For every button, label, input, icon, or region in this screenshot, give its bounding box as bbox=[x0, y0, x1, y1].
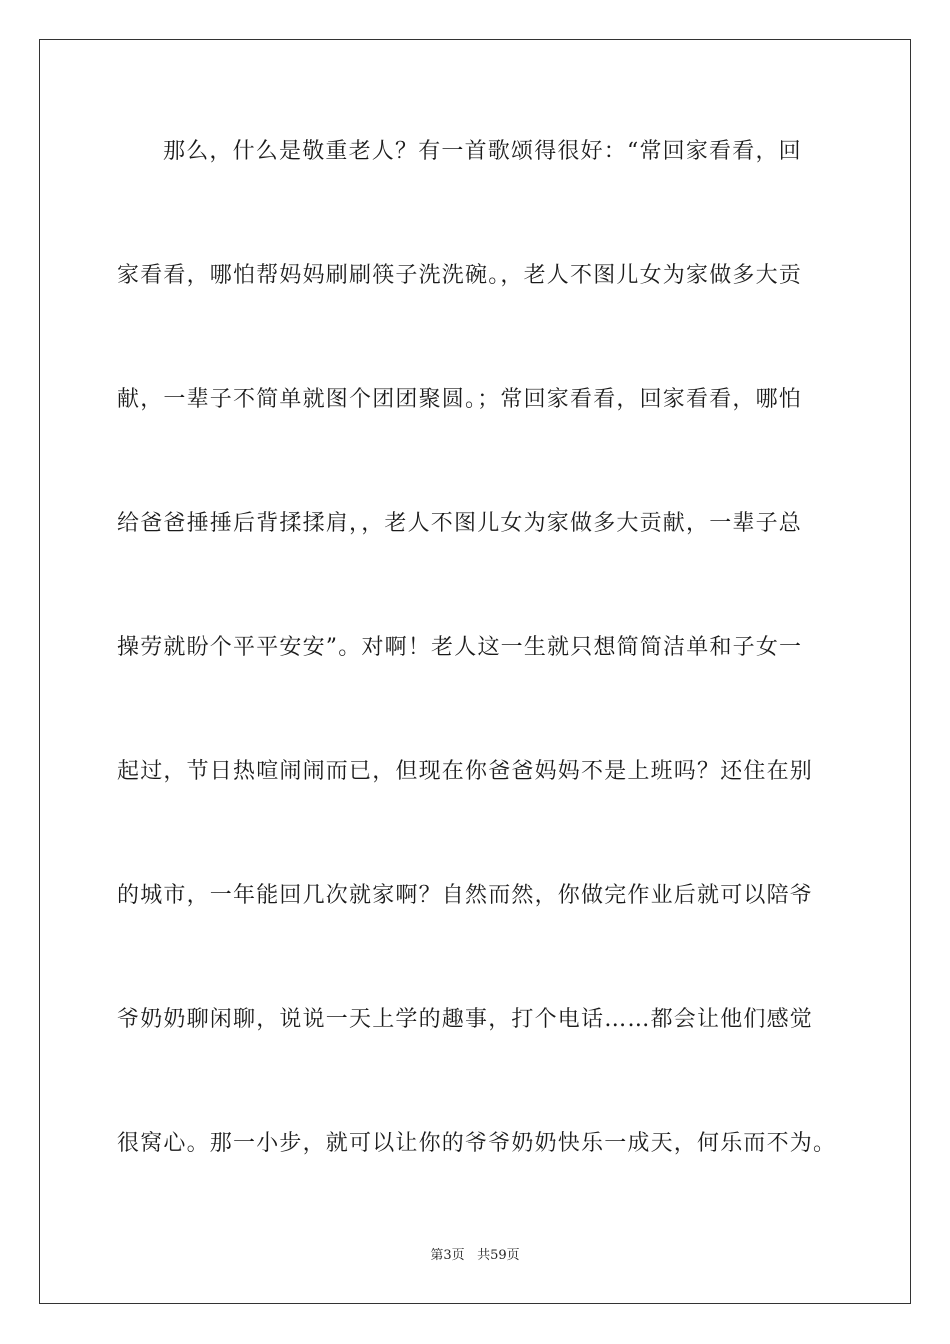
paragraph-line-3: 献，一辈子不简单就图个团团聚圆。；常回家看看，回家看看，哪怕 bbox=[117, 387, 803, 412]
paragraph-line-8: 爷奶奶聊闲聊，说说一天上学的趣事，打个电话……都会让他们感觉 bbox=[117, 1007, 814, 1032]
paragraph-line-1: 那么，什么是敬重老人？有一首歌颂得很好：“常回家看看，回 bbox=[163, 139, 802, 164]
paragraph-line-5: 操劳就盼个平平安安”。对啊！老人这一生就只想简简洁单和子女一 bbox=[117, 635, 803, 660]
paragraph-line-4: 给爸爸捶捶后背揉揉肩，，老人不图儿女为家做多大贡献，一辈子总 bbox=[117, 511, 803, 536]
paragraph-line-9: 很窝心。那一小步，就可以让你的爷爷奶奶快乐一成天，何乐而不为。 bbox=[117, 1131, 837, 1156]
paragraph-line-6: 起过，节日热喧闹闹而已，但现在你爸爸妈妈不是上班吗？还住在别 bbox=[117, 759, 814, 784]
current-page-label: 第3页 bbox=[430, 1248, 465, 1263]
page-footer bbox=[0, 1244, 950, 1263]
total-pages-label: 共59页 bbox=[477, 1248, 520, 1263]
paragraph-line-2: 家看看，哪怕帮妈妈刷刷筷子洗洗碗。，老人不图儿女为家做多大贡 bbox=[117, 263, 803, 288]
document-body bbox=[117, 124, 837, 1240]
paragraph-line-7: 的城市，一年能回几次就家啊？自然而然，你做完作业后就可以陪爷 bbox=[117, 883, 814, 908]
